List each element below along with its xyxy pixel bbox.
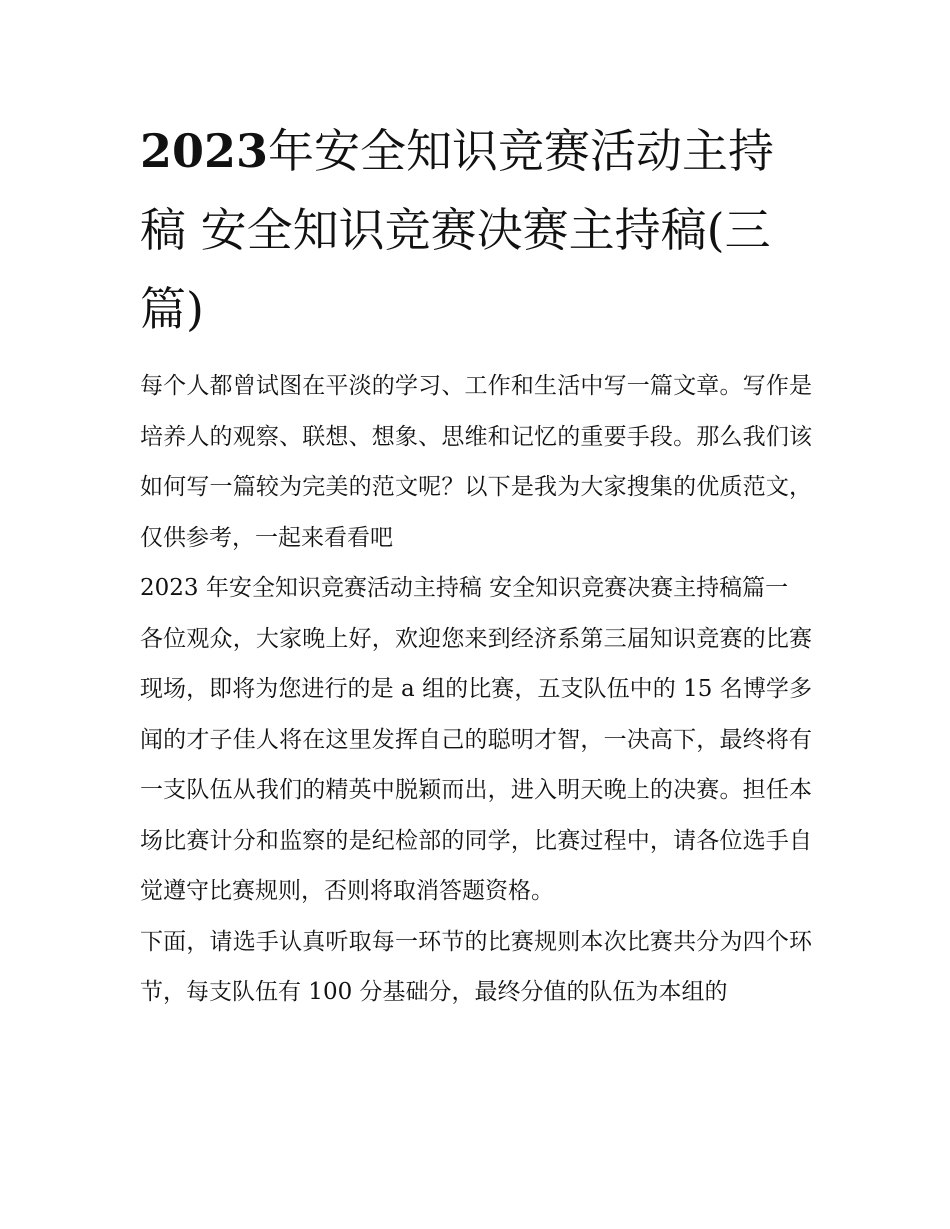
body-paragraph-1: 各位观众，大家晚上好，欢迎您来到经济系第三届知识竞赛的比赛现场，即将为您进行的是 a 组的比赛，五支队伍中的 15 名博学多闻的才子佳人将在这里发挥自己的聪明才智，一决高下，最终将有一支队伍从我们的精英中脱颖而出，进入明天晚上的决赛。担任本场比赛计分和监察的是纪检部的同学，比赛过程中，请各位选手自觉遵守比赛规则，否则将取消答题资格。 <box>140 625 812 904</box>
document-title <box>140 112 812 349</box>
body-paragraph-2: 下面，请选手认真听取每一环节的比赛规则本次比赛共分为四个环节，每支队伍有 100 分基础分，最终分值的队伍为本组的 <box>140 928 812 1005</box>
title-text: 年安全知识竞赛活动主持稿 安全知识竞赛决赛主持稿(三篇) <box>140 124 775 336</box>
section-heading: 2023 年安全知识竞赛活动主持稿 安全知识竞赛决赛主持稿篇一 <box>140 575 789 601</box>
document-page <box>140 112 812 1018</box>
title-year: 2023 <box>140 124 269 178</box>
intro-paragraph: 每个人都曾试图在平淡的学习、工作和生活中写一篇文章。写作是培养人的观察、联想、想象、思维和记忆的重要手段。那么我们该如何写一篇较为完美的范文呢？以下是我为大家搜集的优质范文，仅供参考，一起来看看吧 <box>140 373 812 551</box>
